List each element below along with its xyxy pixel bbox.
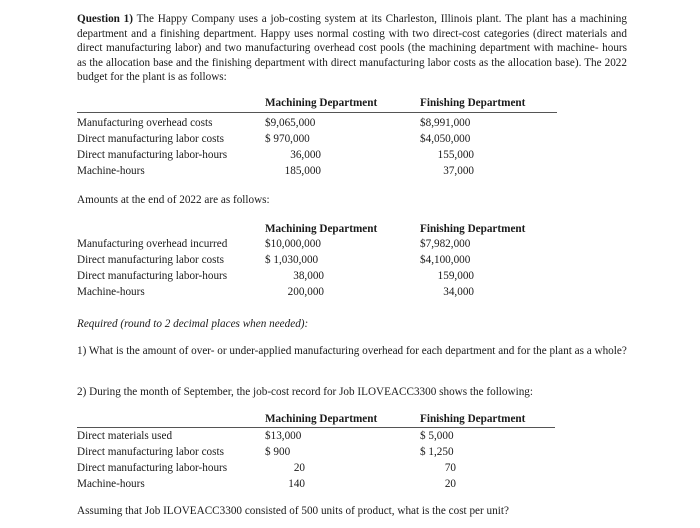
actual-header-finishing: Finishing Department [420,223,526,235]
budget-header-rule [77,112,557,113]
budget-row-label: Machine-hours [77,165,145,177]
actual-row-label: Machine-hours [77,286,145,298]
final-question: Assuming that Job ILOVEACC3300 consisted of 500 units of product, what is the cost per unit? [77,505,509,517]
actual-row-label: Direct manufacturing labor costs [77,254,224,266]
job-header-rule [77,427,555,428]
job-row-label: Direct manufacturing labor-hours [77,462,228,474]
budget-cell-machining: 36,000 [290,149,321,161]
job-cell-finishing: 70 [444,462,456,474]
actual-row-label: Manufacturing overhead incurred [77,238,228,250]
actual-cell-finishing: 159,000 [437,270,474,282]
budget-cell-finishing: $4,050,000 [420,133,471,145]
job-row-label: Direct manufacturing labor costs [77,446,224,458]
budget-cell-machining: 185,000 [284,165,321,177]
actual-cell-machining: $ 1,030,000 [265,254,319,266]
required-note: Required (round to 2 decimal places when needed): [77,318,309,330]
budget-cell-finishing: 155,000 [437,149,474,161]
actual-row-label: Direct manufacturing labor-hours [77,270,228,282]
budget-cell-finishing: 37,000 [443,165,474,177]
actual-cell-finishing: 34,000 [443,286,474,298]
actual-cell-machining: 38,000 [293,270,324,282]
job-row-label: Direct materials used [77,430,173,442]
budget-header-machining: Machining Department [265,97,378,109]
job-cell-finishing: 20 [444,478,456,490]
actual-cell-machining: 200,000 [287,286,324,298]
actual-intro: Amounts at the end of 2022 are as follows: [77,194,270,206]
budget-row-label: Manufacturing overhead costs [77,117,213,129]
question-2: 2) During the month of September, the job-cost record for Job ILOVEACC3300 shows the following: [77,386,533,398]
budget-row-label: Direct manufacturing labor-hours [77,149,228,161]
question-intro [77,12,627,85]
actual-cell-finishing: $7,982,000 [420,238,471,250]
budget-row-label: Direct manufacturing labor costs [77,133,224,145]
job-cell-machining: $13,000 [265,430,302,442]
budget-header-finishing: Finishing Department [420,97,526,109]
job-row-label: Machine-hours [77,478,145,490]
budget-cell-machining: $ 970,000 [265,133,310,145]
budget-cell-finishing: $8,991,000 [420,117,471,129]
question-intro-text: The Happy Company uses a job-costing system at its Charleston, Illinois plant. The plant has a machining department and a finishing department. Happy uses normal costing with two direct-cost categories (direct materials and direct manufacturing labor) and two manufacturing overhead cost pools (the machining department with machine- hours as the allocation base and the finishing department with direct manufacturing labor costs as the allocation base). The 2022 budget for the plant is as follows: [77,13,627,84]
question-label: Question 1) [77,13,133,25]
job-cell-finishing: $ 1,250 [420,446,454,458]
budget-cell-machining: $9,065,000 [265,117,316,129]
job-header-finishing: Finishing Department [420,413,526,425]
job-header-machining: Machining Department [265,413,378,425]
question-1: 1) What is the amount of over- or under-applied manufacturing overhead for each department and for the plant as a whole? [77,345,627,357]
job-cell-machining: 140 [288,478,305,490]
job-cell-finishing: $ 5,000 [420,430,454,442]
actual-cell-machining: $10,000,000 [265,238,321,250]
job-cell-machining: $ 900 [265,446,291,458]
actual-header-machining: Machining Department [265,223,378,235]
job-cell-machining: 20 [293,462,305,474]
actual-cell-finishing: $4,100,000 [420,254,471,266]
